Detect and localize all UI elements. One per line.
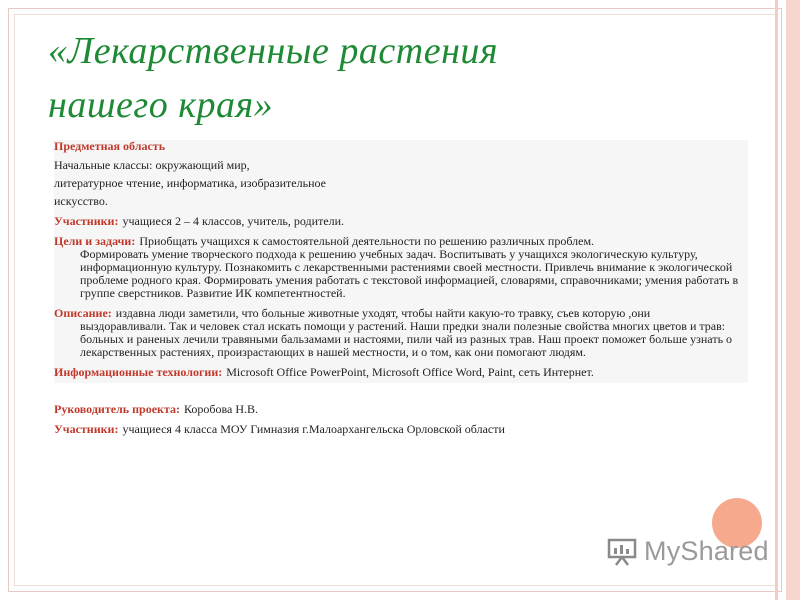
decorative-stripe	[786, 0, 800, 600]
it-text: Microsoft Office PowerPoint, Microsoft Office Word, Paint, сеть Интернет.	[226, 365, 594, 379]
participants2-section	[54, 423, 754, 436]
description-text: выздоравливали. Так и человек стал искать помощи у растений. Наши предки знали полезные свойства многих цветов и трав: больных и раненых лечили травяными бальзамами и настоями, пили чай из разных трав. Наш проект поможет больше узнать о лекарственных растениях, произрастающих в нашей местности, и о том, как они помогают людям.	[80, 319, 733, 359]
goals-first-line: Приобщать учащихся к самостоятельной деятельности по решению различных проблем.	[139, 234, 595, 248]
slide-title-line-1: «Лекарственные растения	[48, 30, 499, 72]
presentation-board-icon	[606, 537, 640, 567]
goals-section	[54, 235, 744, 300]
participants2-text: учащиеся 4 класса МОУ Гимназия г.Малоархангельска Орловской области	[122, 422, 505, 436]
decorative-stripe-thin	[775, 0, 778, 600]
subject-line-2: литературное чтение, информатика, изобразительное	[54, 176, 326, 190]
subject-label: Предметная область	[54, 139, 166, 153]
it-section	[54, 366, 744, 379]
leader-label: Руководитель проекта:	[54, 402, 180, 416]
slide-content	[54, 140, 754, 443]
goals-text: Формировать умение творческого подхода к решению учебных задач. Воспитывать у учащихся экологическую культуру, информационную культуру. Познакомить с лекарственными растениями своей местности. Привлечь внимание к экологической проблеме родного края. Формировать умения работать с текстовой информацией, словарями, справочниками; умения работать в группе сверстников. Развитие ИК компетентностей.	[80, 247, 739, 300]
spacer	[54, 383, 754, 403]
participants-section	[54, 215, 744, 228]
description-section	[54, 307, 744, 359]
participants-label: Участники:	[54, 214, 119, 228]
leader-text: Коробова Н.В.	[184, 402, 259, 416]
subject-line-1: Начальные классы: окружающий мир,	[54, 158, 250, 172]
highlighted-block	[54, 140, 748, 383]
slide-title	[48, 24, 688, 132]
description-label: Описание:	[54, 306, 112, 320]
goals-label: Цели и задачи:	[54, 234, 136, 248]
leader-section	[54, 403, 754, 416]
description-first-line: издавна люди заметили, что больные животные уходят, чтобы найти какую-то травку, съев которую ,они	[115, 306, 651, 320]
it-label: Информационные технологии:	[54, 365, 223, 379]
slide-title-line-2: нашего края»	[48, 84, 274, 126]
subject-line-3: искусство.	[54, 194, 108, 208]
subject-section	[54, 140, 744, 208]
watermark-logo	[606, 536, 769, 567]
participants-text: учащиеся 2 – 4 классов, учитель, родители.	[122, 214, 345, 228]
participants2-label: Участники:	[54, 422, 119, 436]
watermark-text: MyShared	[644, 536, 769, 566]
